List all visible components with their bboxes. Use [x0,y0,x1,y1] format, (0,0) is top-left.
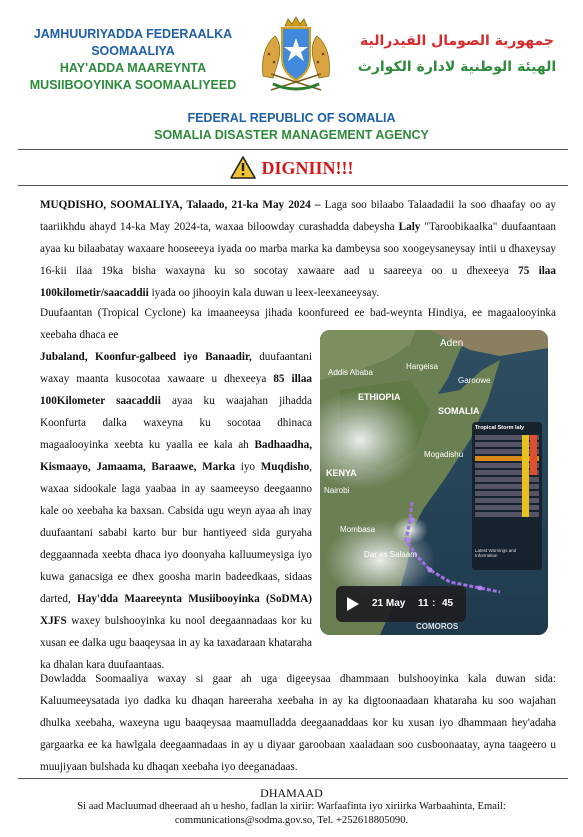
para2-speed: 85 illaa 100Kilometer saacaddii [40,373,313,407]
para1-text-b: "Taroobikaalka" duufaantaan ayaa ku bilaabatay waxaare hooseeeya iyada oo marba marka ka dambeysa soo xoogeysaneysay intii u dhaxeysay 16-kii ilaa 19ka bisha waxayna ku so socotay xawaare aad u saareeya oo u dhexeeya [40,221,557,277]
header-left-line4: MUSIIBOOYINKA SOOMAALIYEED [29,78,237,92]
map-label-comoros: COMOROS [416,622,459,631]
map-label-mombasa: Mombasa [340,525,376,534]
para2-text-f: waxey bulshooyinka ku nool deegaannadaas kor ku xusan ee dalka ugu baaqeysaa in ay ka taxadaraan khataraha ka dhalan kara duufaantaas. [40,615,312,671]
warning-divider [18,185,568,186]
footer-contact-line1: Si aad Macluumad dheeraad ah u hesho, fadlan la xiriir: Warfaafinta iyo xiriirka Warbaahinta, Email: [77,801,506,812]
header-english-line1: FEDERAL REPUBLIC OF SOMALIA [187,111,396,125]
para2-text-a: Duufaantan (Tropical Cyclone) ka imaaneeysa jihada koonfureed ee bad-weynta Hindiya, ee magaalooyinka xeebaha dhaca ee [40,307,556,341]
map-label-nairobi: Nairobi [324,486,350,495]
header-right-line1: جمهورية الصومال الفيدرالية [359,33,554,49]
player-colon: : [432,598,436,609]
header-left [18,26,248,94]
warning-triangle-icon [230,156,256,184]
para3-text: Dowladda Soomaaliya waxay si gaar ah uga digeeysaa dhammaan bulshooyinka kala duwan sida: Kaluumeeysatada iyo dadka ku dhaqan hareeraha xeebaha in ay ka digtoonaadaan khataraha ku soo wajahan dhulka xeebaha, waxeyna ugu baaqeysaa maamulladda deegaanaddaas kor ku xusan iyo dhammaan hey'adaha gargaarka ee ka hawlgala deegaannadaas in ay u diyaar garoobaan xaaladaan soo cusboonaatay, ayna taageero u muujiyaan bulshada ku dhaqan xeebaha iyo deeganadaas. [40,673,556,773]
footer-contact [40,800,543,828]
storm-panel-footer: Latest Warnings and Information [475,548,517,558]
header-divider [18,149,568,150]
para2-text-e: , waxaa sidookale laga yaabaa in ay saameeyso deegaanno kale oo xeebaha ka baxsan. Cabsida ugu weyn ayaa ah inay duufaantani sababi karto bur bur hantiyeed sida guryaha deggaannada xeebta dhaca iyo doonyaha kalluumeysiga iyo kuwa ganacsiga ee dhex goosha marin badeedkaas, sidaas darted, [40,461,313,605]
paragraph-intro [40,194,556,304]
header-left-line2: SOOMAALIYA [91,44,175,58]
play-icon[interactable] [346,596,360,615]
para2-text-b: duufaantani waxay maanta kusocotaa xawaare u dhexeeya [40,351,313,385]
affected-regions: Jubaland, Koonfur-galbeed iyo Banaadir, [40,351,252,363]
footer-contact-line2: communications@sodma.gov.so, Tel. +252618805090. [174,815,409,826]
para2-text-d: iyo [235,461,261,473]
storm-panel-title: Tropical Storm laly [475,425,525,431]
map-label-mogadishu: Mogadishu [424,450,464,459]
storm-forecast-table [472,433,542,543]
warning-heading [0,156,583,184]
header-right-arabic [352,28,562,80]
map-label-hargeisa: Hargeisa [406,362,439,371]
dateline: MUQDISHO, SOOMALIYA, Talaado, 21-ka May 2024 – [40,199,321,211]
para2-text-c: ayaa ku waajahan jihadda Koonfurta dalka waxeyna ku socotaa dhinaca magaalooyinka xeebta ku yaalla ee kala ah [40,395,312,451]
para1-text-c: iyada oo jihooyin kala duwan u leex-leexaneeysay. [148,287,380,299]
timeline-player[interactable] [336,586,466,622]
agency-name: Hay'dda Maareeynta Musiibooyinka (SoDMA) XJFS [40,593,312,627]
map-label-addis: Addis Ababa [328,368,373,377]
map-label-kenya: KENYA [326,468,357,478]
storm-info-panel [472,422,542,570]
map-label-somalia: SOMALIA [438,406,480,416]
warning-title: DIGNIIN!!! [261,158,354,179]
footer-title: DHAMAAD [260,786,323,800]
map-label-dar-es-salaam: Dar es Salaam [364,550,417,559]
paragraph-cyclone [40,346,312,676]
coat-of-arms-emblem [255,14,337,96]
map-label-aden: Aden [440,338,464,349]
affected-towns: Badhaadha, Kismaayo, Jamaama, Baraawe, Marka [40,439,312,473]
player-day[interactable]: 21 May [372,598,406,609]
footer-divider [18,778,568,779]
storm-name: Laly [398,221,421,233]
header-left-line3: HAY'ADDA MAAREYNTA [59,61,207,75]
header-english-line2: SOMALIA DISASTER MANAGEMENT AGENCY [154,128,429,142]
header-left-line1: JAMHUURIYADDA FEDERAALKA [33,27,233,41]
para1-speed: 75 ilaa 100kilometir/saacaddii [40,265,556,299]
map-label-garoowe: Garoowe [458,376,491,385]
player-hour[interactable]: 11 [418,598,429,609]
map-label-ethiopia: ETHIOPIA [358,392,401,402]
paragraph-advisory [40,668,556,778]
cyclone-map-screenshot [320,330,548,635]
header-right-line2: الهيئة الوطنية لادارة الكوارث [357,59,557,75]
para1-text-a: Laga soo bilaabo Talaadadii la soo dhaafay oo ay taariikhdu ahayd 14-ka May 2024-ta, waxaa biloowday curashadda dabeysha [40,199,556,233]
player-minute[interactable]: 45 [442,598,454,609]
town-mogadishu: Muqdisho [260,461,310,473]
